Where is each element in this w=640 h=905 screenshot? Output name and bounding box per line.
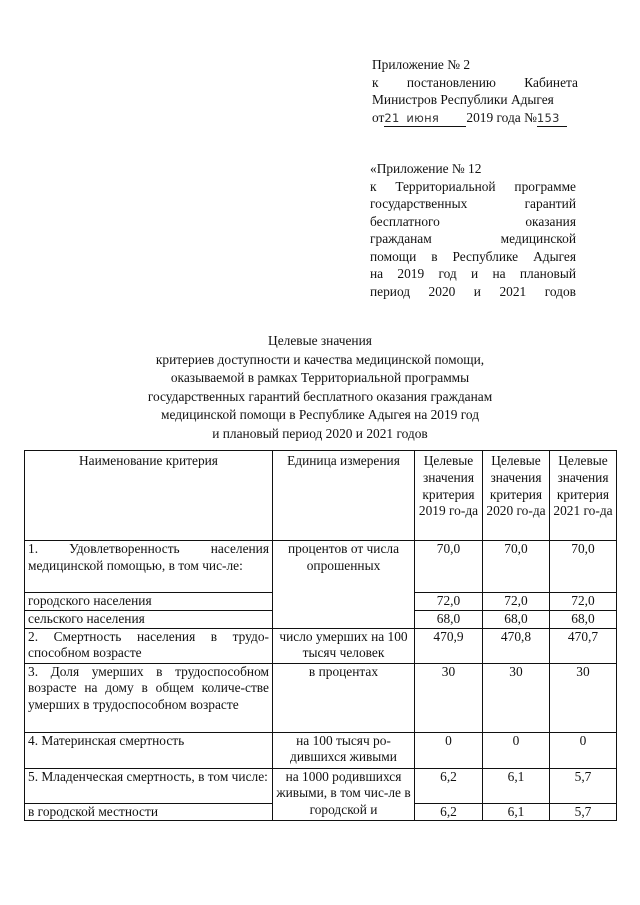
appendix-12-line-8: период 2020 и 2021 годов: [370, 283, 576, 299]
criterion-unit: число умерших на 100 тысяч человек: [273, 628, 415, 663]
value-2021: 72,0: [550, 593, 617, 611]
criterion-unit: на 100 тысяч ро-дившихся живыми: [273, 732, 415, 768]
title-line-2: критериев доступности и качества медицинской помощи,: [155, 351, 485, 367]
date-day: 21: [384, 110, 400, 125]
value-2019: 0: [415, 732, 483, 768]
criteria-table: [24, 450, 617, 821]
title-line-5: медицинской помощи в Республике Адыгея на 2019 год: [160, 407, 480, 423]
appendix-12-line-3: государственных гарантий: [370, 196, 576, 211]
value-2020: 6,1: [483, 803, 550, 821]
criterion-name: сельского населения: [25, 610, 273, 628]
header-criterion-name: Наименование критерия: [25, 451, 273, 541]
value-2020: 72,0: [483, 593, 550, 611]
table-row: [25, 541, 617, 593]
value-2021: 5,7: [550, 803, 617, 821]
criterion-name: 3. Доля умерших в трудоспособном возрасте на дому в общем количе-стве умерших в трудоспособном возрасте: [25, 663, 273, 732]
criterion-unit: на 1000 родившихся живыми, в том чис-ле в городской и: [273, 768, 415, 821]
document-title: [70, 332, 570, 444]
appendix-12-line-7: на 2019 год и на плановый: [370, 266, 576, 281]
value-2019: 30: [415, 663, 483, 732]
value-2020: 6,1: [483, 768, 550, 803]
title-line-6: и плановый период 2020 и 2021 годов: [212, 425, 428, 441]
criterion-unit: процентов от числа опрошенных: [273, 541, 415, 629]
criterion-name: 2. Смертность населения в трудо-способном возрасте: [25, 628, 273, 663]
date-year-text: 2019 года №: [466, 109, 537, 125]
value-2020: 30: [483, 663, 550, 732]
decree-number-field: [537, 110, 567, 127]
value-2021: 30: [550, 663, 617, 732]
criterion-name: в городской местности: [25, 803, 273, 821]
appendix-12-line-4: бесплатного оказания: [370, 213, 576, 229]
criterion-name: 5. Младенческая смертность, в том числе:: [25, 768, 273, 803]
header-target-2020: Целевые значения критерия 2020 го-да: [483, 451, 550, 541]
table-row: [25, 663, 617, 732]
decree-number: 153: [536, 110, 560, 125]
title-line-4: государственных гарантий бесплатного оказания гражданам: [147, 388, 493, 404]
table-header-row: [25, 451, 617, 541]
header-target-2021: Целевые значения критерия 2021 го-да: [550, 451, 617, 541]
criterion-unit: в процентах: [273, 663, 415, 732]
value-2021: 70,0: [550, 541, 617, 593]
value-2019: 72,0: [415, 593, 483, 611]
appendix-12-line-5: гражданам медицинской: [370, 231, 576, 246]
value-2019: 470,9: [415, 628, 483, 663]
appendix-2-block: [372, 56, 578, 126]
appendix-2-line-3: Министров Республики Адыгея: [372, 92, 554, 107]
criterion-name: городского населения: [25, 593, 273, 611]
value-2020: 70,0: [483, 541, 550, 593]
date-month: июня: [406, 110, 440, 125]
appendix-2-line-2: к постановлению Кабинета: [372, 74, 578, 90]
appendix-12-line-6: помощи в Республике Адыгея: [370, 248, 576, 264]
date-prefix: от: [372, 109, 385, 125]
value-2019: 68,0: [415, 610, 483, 628]
appendix-2-title: Приложение № 2: [372, 57, 471, 72]
value-2020: 470,8: [483, 628, 550, 663]
value-2019: 6,2: [415, 768, 483, 803]
criterion-name: 1. Удовлетворенность населения медицинской помощью, в том чис-ле:: [25, 541, 273, 593]
criterion-name: 4. Материнская смертность: [25, 732, 273, 768]
date-day-month-field: [384, 110, 466, 127]
value-2019: 6,2: [415, 803, 483, 821]
appendix-12-line-2: к Территориальной программе: [370, 178, 576, 194]
appendix-2-date-line: [372, 109, 578, 127]
table-row: [25, 768, 617, 803]
header-unit: Единица измерения: [273, 451, 415, 541]
value-2021: 0: [550, 732, 617, 768]
value-2021: 470,7: [550, 628, 617, 663]
value-2020: 68,0: [483, 610, 550, 628]
table-row: [25, 628, 617, 663]
value-2019: 70,0: [415, 541, 483, 593]
title-line-3: оказываемой в рамках Территориальной программы: [170, 370, 470, 386]
header-target-2019: Целевые значения критерия 2019 го-да: [415, 451, 483, 541]
appendix-12-block: [370, 160, 576, 300]
appendix-12-line-1: «Приложение № 12: [370, 161, 482, 176]
value-2021: 5,7: [550, 768, 617, 803]
title-line-1: Целевые значения: [268, 333, 372, 348]
value-2021: 68,0: [550, 610, 617, 628]
table-row: [25, 732, 617, 768]
value-2020: 0: [483, 732, 550, 768]
